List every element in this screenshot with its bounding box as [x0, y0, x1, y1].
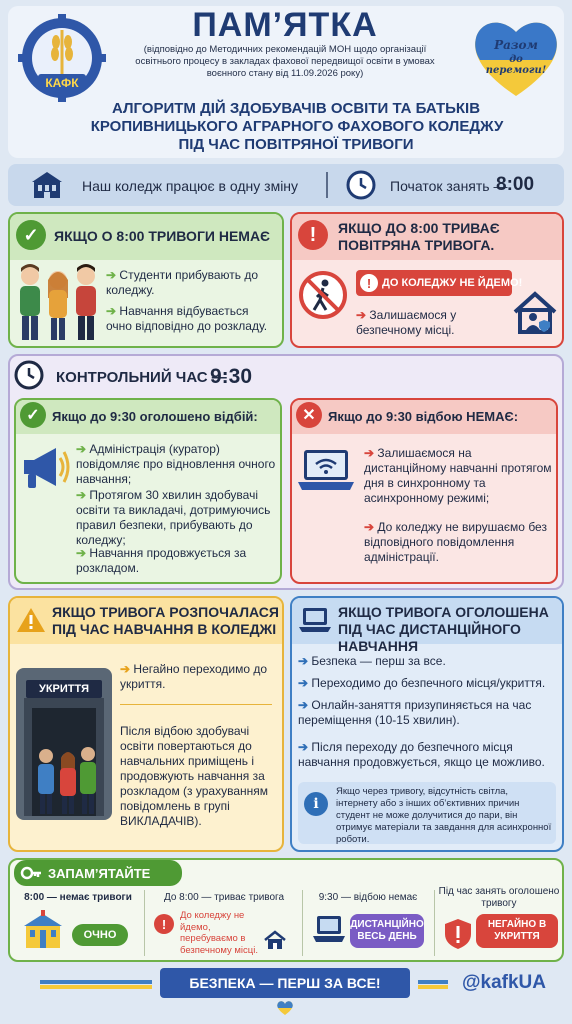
start-text: Початок занять —	[390, 178, 508, 194]
laptop-wifi-icon	[296, 446, 356, 494]
footer-stripe-right-y	[418, 985, 448, 989]
remember-col3-label: 9:30 — відбою немає	[318, 892, 418, 903]
main-heading-1: АЛГОРИТМ ДІЙ ЗДОБУВАЧІВ ОСВІТИ ТА БАТЬКІВ	[111, 100, 481, 117]
alarm-ongoing-title-1: ЯКЩО ДО 8:00 ТРИВАЄ	[338, 220, 500, 236]
header-subtitle: (відповідно до Методичних рекомендацій МОН щодо організації освітнього процесу в закладах фахової передвищої освіти в умовах воєнного стану від 11.09.2026 року)	[135, 44, 435, 79]
page-title: ПАМ’ЯТКА	[192, 6, 378, 44]
home-icon	[264, 930, 286, 950]
alarm-ongoing-title-2: ПОВІТРЯНА ТРИВОГА.	[338, 237, 495, 253]
footer-stripe-left-y	[40, 985, 152, 989]
remote-item-4: ➔ Після переходу до безпечного місця навчання продовжується, якщо це можливо.	[298, 740, 545, 769]
info-note-text: Якщо через тривогу, відсутність світла, інтернету або з інших об’єктивних причин студент не може долучитися до пари, він отримує матеріали та завдання для асинхронної роботи.	[336, 786, 552, 845]
check-icon: ✓	[20, 402, 46, 428]
alert-icon: !	[154, 914, 174, 934]
alert-icon: !	[298, 220, 328, 250]
during-remote-title-2: ПІД ЧАС ДИСТАНЦІЙНОГО НАВЧАННЯ	[338, 621, 521, 654]
col-divider	[144, 890, 145, 956]
no-alarm-item-2: ➔ Навчання відбувається очно відповідно до розкладу.	[106, 304, 268, 333]
logo-text: КАФК	[45, 76, 79, 90]
divider	[326, 172, 328, 198]
start-time: 8:00	[496, 174, 535, 195]
during-class-after: Після відбою здобувачі освіти повертаються до навчальних приміщень і продовжують навчання за розкладом (з урахуванням повідомлень в групі ВИКЛАДАЧІВ).	[120, 724, 268, 828]
remember-col2-text: До коледжу не йдемо, перебуваємо в безпечному місці.	[180, 910, 258, 956]
alarm-ongoing-item: ➔ Залишаємося у безпечному місці.	[356, 308, 457, 337]
during-remote-title-1: ЯКЩО ТРИВОГА ОГОЛОШЕНА	[338, 604, 549, 620]
social-handle[interactable]: @kafkUA	[462, 972, 546, 993]
col-divider	[434, 890, 435, 956]
remember-title: ЗАПАМ’ЯТАЙТЕ	[48, 866, 151, 881]
not-cleared-item-2: ➔ До коледжу не вирушаємо без відповідного повідомлення адміністрації.	[364, 520, 547, 564]
footer-banner-text: БЕЗПЕКА — ПЕРШ ЗА ВСЕ!	[189, 975, 381, 991]
no-alarm-title: ЯКЩО О 8:00 ТРИВОГИ НЕМАЄ	[54, 228, 271, 244]
no-walking-icon	[298, 270, 348, 320]
no-go-banner-text: ДО КОЛЕДЖУ НЕ ЙДЕМО!	[382, 277, 523, 289]
divider	[120, 704, 272, 705]
clock-icon	[346, 170, 376, 200]
footer-stripe-right	[418, 980, 448, 984]
control-title: КОНТРОЛЬНИЙ ЧАС —	[56, 369, 227, 386]
cross-icon: ✕	[296, 402, 322, 428]
laptop-icon	[312, 914, 346, 944]
building-icon	[30, 170, 64, 200]
no-alarm-item-1: ➔ Студенти прибувають до коледжу.	[106, 268, 259, 297]
cleared-title: Якщо до 9:30 оголошено відбій:	[52, 409, 258, 424]
megaphone-icon	[20, 442, 72, 492]
clock-icon	[14, 360, 44, 390]
shield-alert-icon	[444, 918, 472, 950]
remember-col1-label: 8:00 — немає тривоги	[24, 892, 132, 903]
main-heading-3: ПІД ЧАС ПОВІТРЯНОЇ ТРИВОГИ	[178, 136, 414, 153]
footer-stripe-left	[40, 980, 152, 984]
col-divider	[302, 890, 303, 956]
during-class-title-1: ЯКЩО ТРИВОГА РОЗПОЧАЛАСЯ	[52, 604, 279, 620]
badge-text-2: до перемоги!	[485, 54, 547, 76]
info-icon: i	[304, 792, 328, 816]
cleared-item-1: ➔ Адміністрація (куратор) повідомляє про відновлення очного навчання;	[76, 442, 276, 486]
during-class-title-2: ПІД ЧАС НАВЧАННЯ В КОЛЕДЖІ	[52, 621, 277, 637]
college-building-icon	[20, 910, 66, 950]
remote-item-2: ➔ Переходимо до безпечного місця/укриття.	[298, 676, 546, 690]
during-class-item: ➔ Негайно переходимо до укриття.	[120, 662, 268, 691]
check-icon: ✓	[16, 220, 46, 250]
remote-item-3: ➔ Онлайн-заняття призупиняється на час переміщення (10-15 хвилин).	[298, 698, 532, 727]
laptop-icon	[298, 606, 332, 634]
shift-text: Наш коледж працює в одну зміну	[82, 178, 299, 194]
not-cleared-title: Якщо до 9:30 відбою НЕМАЄ:	[328, 409, 519, 424]
safe-home-icon	[512, 290, 558, 336]
badge-text-1: Разом	[494, 38, 538, 52]
banner-alert-icon: !	[360, 274, 378, 292]
cleared-item-2: ➔ Протягом 30 хвилин здобувачі освіти та викладачі, дотримуючись правил безпеки, прибувають до коледжу;	[76, 488, 271, 547]
remember-col4-label: Під час занять оголошено тривогу	[438, 886, 560, 909]
status-pill-offline: ОЧНО	[72, 924, 128, 946]
warning-icon	[16, 606, 46, 634]
main-heading-2: КРОПИВНИЦЬКОГО АГРАРНОГО ФАХОВОГО КОЛЕДЖУ	[90, 118, 504, 135]
status-pill-shelter: НЕГАЙНО В УКРИТТЯ	[476, 914, 558, 948]
key-icon	[20, 863, 42, 883]
remote-item-1: ➔ Безпека — перш за все.	[298, 654, 446, 668]
students-illustration	[12, 262, 104, 342]
status-pill-remote: ДИСТАНЦІЙНО ВЕСЬ ДЕНЬ	[350, 914, 424, 948]
cleared-item-3: ➔ Навчання продовжується за розкладом.	[76, 546, 247, 575]
control-time: 9:30	[210, 365, 253, 388]
remember-col2-label: До 8:00 — триває тривога	[163, 892, 285, 903]
not-cleared-item-1: ➔ Залишаємося на дистанційному навчанні протягом дня в синхронному та асинхронному режимі;	[364, 446, 552, 505]
heart-icon	[276, 1000, 294, 1016]
shelter-sign: УКРИТТЯ	[26, 680, 102, 698]
